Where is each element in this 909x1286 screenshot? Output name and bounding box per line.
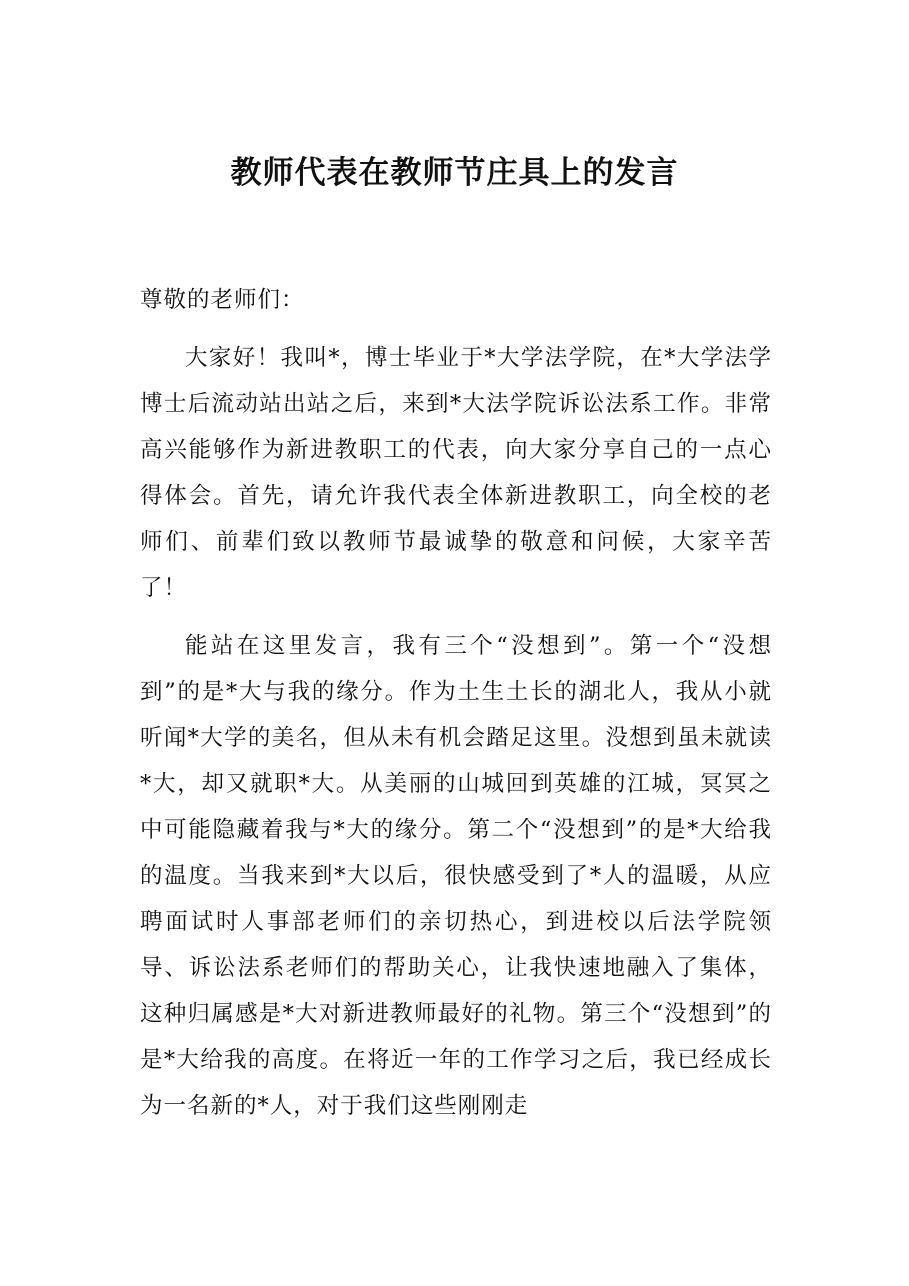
- salutation: 尊敬的老师们：: [140, 287, 305, 313]
- paragraph-2: 能站在这里发言，我有三个“没想到”。第一个“没想到”的是*大与我的缘分。作为土生土长的湖北人，我从小就听闻*大学的美名，但从未有机会踏足这里。没想到虽未就读*大，却又就职*大。从美丽的山城回到英雄的江城，冥冥之中可能隐藏着我与*大的缘分。第二个“没想到”的是*大给我的温度。当我来到*大以后，很快感受到了*人的温暖，从应聘面试时人事部老师们的亲切热心，到进校以后法学院领导、诉讼法系老师们的帮助关心，让我快速地融入了集体，这种归属感是*大对新进教师最好的礼物。第三个“没想到”的是*大给我的高度。在将近一年的工作学习之后，我已经成长为一名新的*人，对于我们这些刚刚走: [140, 633, 772, 1119]
- paragraph-1: 大家好！我叫*，博士毕业于*大学法学院，在*大学法学博士后流动站出站之后，来到*大法学院诉讼法系工作。非常高兴能够作为新进教职工的代表，向大家分享自己的一点心得体会。首先，请允许我代表全体新进教职工，向全校的老师们、前辈们致以教师节最诚挚的敬意和问候，大家辛苦了！: [140, 345, 772, 601]
- document-title: 教师代表在教师节庄具上的发言: [230, 155, 679, 191]
- document-body: [140, 277, 772, 1141]
